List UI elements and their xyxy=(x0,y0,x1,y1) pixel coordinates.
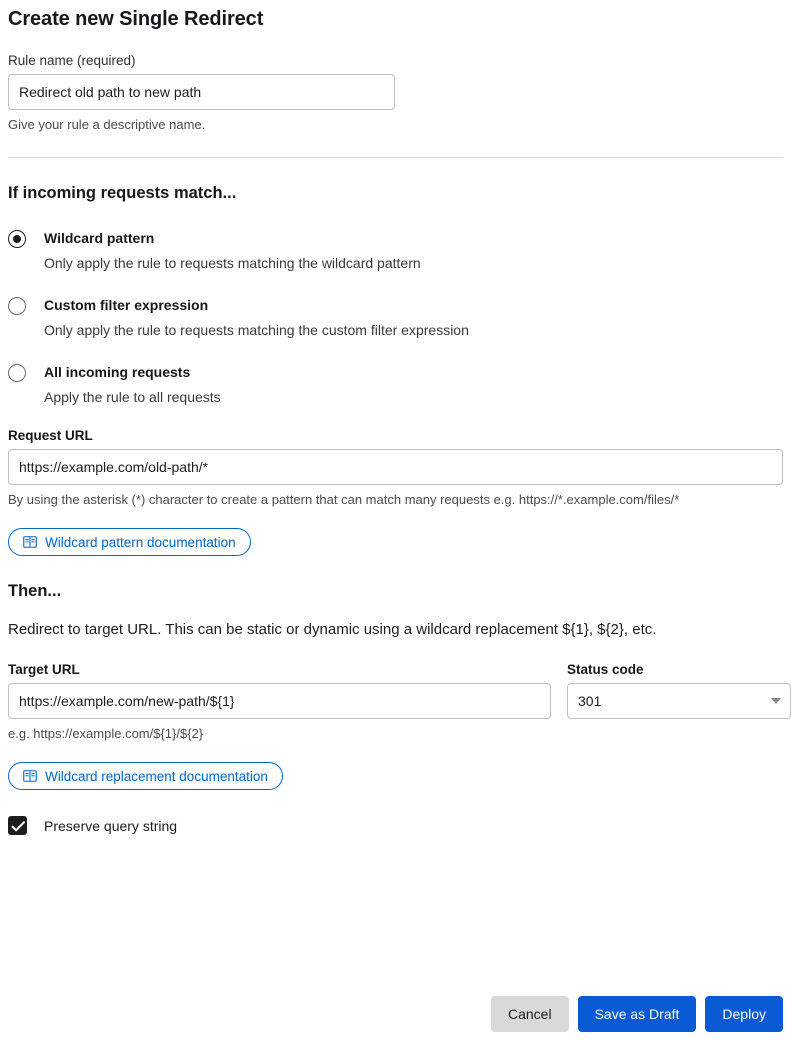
match-radio-group xyxy=(8,229,783,407)
preserve-query-string-label: Preserve query string xyxy=(44,817,178,834)
wildcard-replacement-documentation-label: Wildcard replacement documentation xyxy=(45,768,268,784)
wildcard-replacement-documentation-link[interactable] xyxy=(8,762,283,790)
form-footer xyxy=(491,996,783,1032)
radio-option-wildcard-pattern-title: Wildcard pattern xyxy=(44,229,155,246)
radio-option-custom-filter-expression-title: Custom filter expression xyxy=(44,297,209,314)
radio-option-wildcard-pattern-text xyxy=(44,229,421,272)
book-icon xyxy=(23,769,37,783)
then-fields-row xyxy=(8,662,783,744)
status-code-label: Status code xyxy=(567,662,644,678)
radio-icon-all-incoming-requests[interactable] xyxy=(8,364,26,382)
target-url-field xyxy=(8,662,551,744)
rule-name-input[interactable] xyxy=(8,74,395,110)
radio-option-all-incoming-requests-title: All incoming requests xyxy=(44,364,191,381)
radio-option-all-incoming-requests[interactable] xyxy=(8,363,783,406)
radio-option-custom-filter-expression-text xyxy=(44,296,469,339)
wildcard-pattern-documentation-label: Wildcard pattern documentation xyxy=(45,534,236,550)
single-redirect-form xyxy=(0,8,791,835)
target-url-input[interactable] xyxy=(8,683,551,719)
cancel-button[interactable]: Cancel xyxy=(491,996,569,1032)
status-code-select[interactable] xyxy=(567,683,791,719)
radio-icon-wildcard-pattern[interactable] xyxy=(8,230,26,248)
book-icon xyxy=(23,535,37,549)
save-as-draft-button[interactable]: Save as Draft xyxy=(578,996,697,1032)
radio-option-all-incoming-requests-desc: Apply the rule to all requests xyxy=(44,389,221,406)
then-section-title: Then... xyxy=(8,582,62,601)
deploy-button[interactable]: Deploy xyxy=(705,996,783,1032)
radio-option-wildcard-pattern-desc: Only apply the rule to requests matching the wildcard pattern xyxy=(44,254,421,271)
radio-option-wildcard-pattern[interactable] xyxy=(8,229,783,272)
rule-name-hint: Give your rule a descriptive name. xyxy=(8,117,206,132)
wildcard-pattern-documentation-link[interactable] xyxy=(8,528,251,556)
check-icon xyxy=(11,820,26,833)
radio-option-custom-filter-expression[interactable] xyxy=(8,296,783,339)
status-code-select-wrap xyxy=(567,683,791,719)
page-title: Create new Single Redirect xyxy=(8,8,264,30)
radio-option-all-incoming-requests-text xyxy=(44,363,221,406)
preserve-query-string-checkbox[interactable] xyxy=(8,816,27,835)
request-url-label: Request URL xyxy=(8,428,93,444)
target-url-hint: e.g. https://example.com/${1}/${2} xyxy=(8,726,204,742)
then-section-description: Redirect to target URL. This can be static or dynamic using a wildcard replacement ${1}, ${2}, etc. xyxy=(8,621,657,639)
match-section-title: If incoming requests match... xyxy=(8,183,237,202)
radio-icon-custom-filter-expression[interactable] xyxy=(8,297,26,315)
radio-option-custom-filter-expression-desc: Only apply the rule to requests matching the custom filter expression xyxy=(44,322,469,339)
rule-name-label: Rule name (required) xyxy=(8,53,136,68)
section-divider xyxy=(8,157,783,158)
request-url-input[interactable] xyxy=(8,449,783,485)
status-code-field xyxy=(567,662,791,744)
target-url-label: Target URL xyxy=(8,662,80,678)
request-url-hint: By using the asterisk (*) character to create a pattern that can match many requests e.g. https://*.example.com/files/* xyxy=(8,492,680,508)
preserve-query-string-row[interactable] xyxy=(8,816,783,835)
